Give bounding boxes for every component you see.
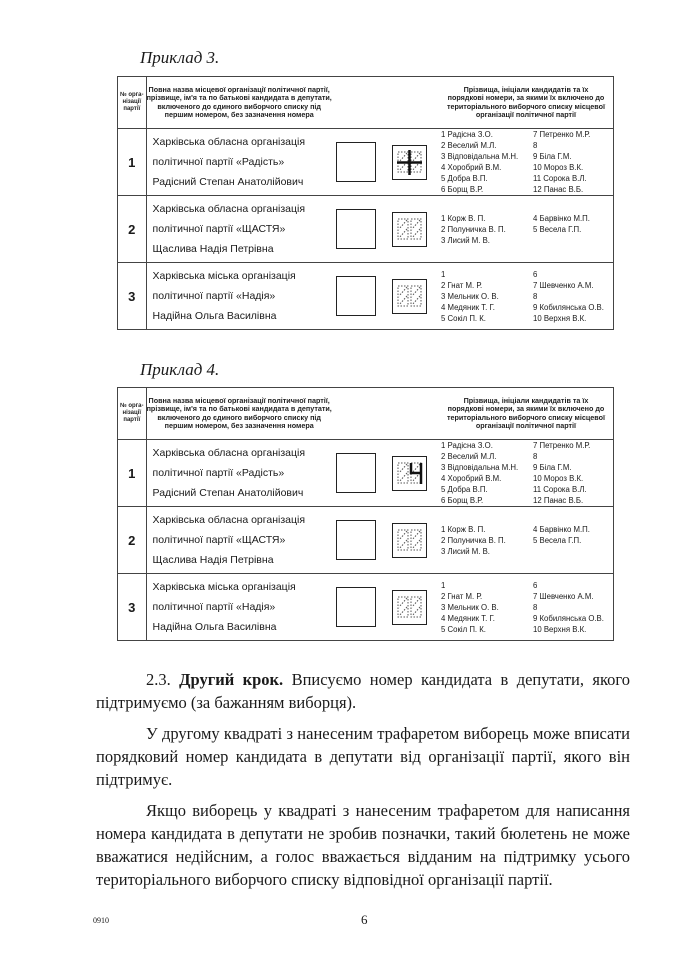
org-name: Харківська обласна організація bbox=[152, 203, 306, 215]
document-code: 0910 bbox=[93, 916, 109, 925]
candidate-entry: 1 bbox=[441, 580, 446, 590]
party-name: політичної партії «ЩАСТЯ» bbox=[152, 223, 286, 235]
header-party-name: Повна назва місцевої організації політичної партії, прізвище, ім'я та по батькові кандидата в депутати, включеного до єдиного виборчого списку під першим номером, без зазначення номера bbox=[146, 77, 332, 129]
number-stencil-icon bbox=[395, 526, 424, 555]
party-name: політичної партії «Надія» bbox=[152, 601, 276, 613]
party-name: політичної партії «Радість» bbox=[152, 467, 285, 479]
number-stencil-icon bbox=[395, 282, 424, 311]
candidate-list bbox=[439, 574, 614, 641]
candidate-entry: 3 Лисий М. В. bbox=[441, 546, 490, 556]
candidate-entry: 6 Борщ В.Р. bbox=[441, 185, 484, 194]
candidate-entry: 7 Шевченко А.М. bbox=[533, 591, 594, 601]
instructions-text bbox=[96, 668, 630, 899]
candidate-entry: 2 Полуничка В. П. bbox=[441, 224, 506, 234]
header-candidates: Прізвища, ініціали кандидатів та їх порядкові номери, за якими їх включено до територіального виборчого списку місцевої організації політичної партії bbox=[439, 77, 614, 129]
party-vote-box[interactable] bbox=[336, 209, 376, 249]
party-vote-box[interactable] bbox=[336, 276, 376, 316]
party-info bbox=[146, 129, 332, 196]
ballot-table-example-4 bbox=[117, 387, 614, 641]
paragraph-stencil: У другому квадраті з нанесеним трафаретом виборець може вписати порядковий номер кандидата в депутати від організації партії, якого він підтримує. bbox=[96, 724, 630, 789]
candidate-entry: 9 Кобилянська О.В. bbox=[533, 613, 604, 623]
table-header-row bbox=[118, 388, 614, 440]
leader-name: Щаслива Надія Петрівна bbox=[152, 554, 274, 566]
number-stencil-icon bbox=[395, 459, 424, 488]
candidate-list bbox=[439, 263, 614, 330]
party-row bbox=[118, 129, 614, 196]
vote-boxes bbox=[332, 507, 439, 574]
leader-name: Надійна Ольга Василівна bbox=[152, 621, 277, 633]
table-header-row bbox=[118, 77, 614, 129]
number-stencil-icon bbox=[395, 148, 424, 177]
candidate-entry: 10 Верхня В.К. bbox=[533, 624, 587, 634]
candidate-entry: 4 Барвінко М.П. bbox=[533, 524, 590, 534]
header-party-name: Повна назва місцевої організації політичної партії, прізвище, ім'я та по батькові кандидата в депутати, включеного до єдиного виборчого списку під першим номером, без зазначення номера bbox=[146, 388, 332, 440]
candidate-entry: 9 Біла Г.М. bbox=[533, 152, 572, 161]
org-name: Харківська міська організація bbox=[152, 270, 296, 282]
header-spacer bbox=[332, 388, 439, 440]
leader-name: Радісний Степан Анатолійович bbox=[152, 176, 304, 188]
party-vote-box[interactable] bbox=[336, 142, 376, 182]
candidate-number-box[interactable] bbox=[392, 456, 427, 491]
candidate-number-box[interactable] bbox=[392, 279, 427, 314]
party-number: 2 bbox=[118, 507, 147, 574]
candidate-entry: 1 Корж В. П. bbox=[441, 213, 486, 223]
leader-name: Щаслива Надія Петрівна bbox=[152, 243, 274, 255]
candidate-entry: 7 Шевченко А.М. bbox=[533, 280, 594, 290]
candidate-entry: 5 Сокіл П. К. bbox=[441, 624, 486, 634]
candidate-entry: 11 Сорока В.Л. bbox=[533, 485, 587, 494]
candidate-entry: 4 Барвінко М.П. bbox=[533, 213, 590, 223]
candidate-entry: 3 Мельник О. В. bbox=[441, 602, 499, 612]
party-info bbox=[146, 263, 332, 330]
party-name: політичної партії «Надія» bbox=[152, 290, 276, 302]
candidate-number-box[interactable] bbox=[392, 212, 427, 247]
org-name: Харківська обласна організація bbox=[152, 514, 306, 526]
candidate-entry: 2 Полуничка В. П. bbox=[441, 535, 506, 545]
party-number: 3 bbox=[118, 263, 147, 330]
candidate-entry: 10 Мороз В.К. bbox=[533, 163, 584, 172]
candidate-entry: 7 Петренко М.Р. bbox=[533, 130, 591, 139]
candidate-entry: 2 Веселий М.Л. bbox=[441, 141, 497, 150]
candidate-entry: 4 Медяник Т. Г. bbox=[441, 302, 495, 312]
header-candidates: Прізвища, ініціали кандидатів та їх порядкові номери, за якими їх включено до територіального виборчого списку місцевої організації політичної партії bbox=[439, 388, 614, 440]
party-row bbox=[118, 263, 614, 330]
candidate-entry: 12 Панас В.Б. bbox=[533, 496, 584, 505]
example-3-title: Приклад 3. bbox=[140, 48, 220, 67]
candidate-entry: 4 Хоробрий В.М. bbox=[441, 163, 502, 172]
party-vote-box[interactable] bbox=[336, 520, 376, 560]
party-vote-box[interactable] bbox=[336, 453, 376, 493]
candidate-entry: 8 bbox=[533, 452, 538, 461]
candidate-number-box[interactable] bbox=[392, 523, 427, 558]
party-number: 1 bbox=[118, 129, 147, 196]
candidate-entry: 1 Радісна З.О. bbox=[441, 130, 493, 139]
header-spacer bbox=[332, 77, 439, 129]
candidate-list bbox=[439, 507, 614, 574]
candidate-entry: 7 Петренко М.Р. bbox=[533, 441, 591, 450]
candidate-entry: 2 Гнат М. Р. bbox=[441, 280, 483, 290]
candidate-list bbox=[439, 440, 614, 507]
candidate-entry: 2 Гнат М. Р. bbox=[441, 591, 483, 601]
paragraph-invalid: Якщо виборець у квадраті з нанесеним трафаретом для написання номера кандидата в депутати не зробив позначки, такий бюлетень не може вважатися недійсним, а голос вважається відданим на підтримку усього територіального виборчого списку відповідної організації партії. bbox=[96, 801, 630, 889]
candidate-entry: 5 Весела Г.П. bbox=[533, 535, 582, 545]
candidate-entry: 2 Веселий М.Л. bbox=[441, 452, 497, 461]
candidate-entry: 9 Біла Г.М. bbox=[533, 463, 572, 472]
candidate-entry: 6 Борщ В.Р. bbox=[441, 496, 484, 505]
example-4-title: Приклад 4. bbox=[140, 360, 220, 379]
party-info bbox=[146, 507, 332, 574]
vote-boxes bbox=[332, 196, 439, 263]
candidate-entry: 1 Радісна З.О. bbox=[441, 441, 493, 450]
candidate-entry: 10 Мороз В.К. bbox=[533, 474, 584, 483]
candidate-entry: 5 Добра В.П. bbox=[441, 485, 488, 494]
party-info bbox=[146, 574, 332, 641]
party-vote-box[interactable] bbox=[336, 587, 376, 627]
header-org-number: № орга-нізації партії bbox=[118, 388, 147, 440]
party-info bbox=[146, 440, 332, 507]
candidate-entry: 4 Медяник Т. Г. bbox=[441, 613, 495, 623]
org-name: Харківська обласна організація bbox=[152, 136, 306, 148]
candidate-entry: 8 bbox=[533, 291, 538, 301]
step-text: Вписуємо номер кандидата в депутати, якого підтримуємо (за бажанням виборця). bbox=[96, 670, 631, 712]
candidate-entry: 1 Корж В. П. bbox=[441, 524, 486, 534]
page-number: 6 bbox=[361, 912, 368, 927]
vote-boxes bbox=[332, 129, 439, 196]
party-row bbox=[118, 507, 614, 574]
candidate-entry: 8 bbox=[533, 602, 538, 612]
org-name: Харківська обласна організація bbox=[152, 447, 306, 459]
candidate-entry: 3 Мельник О. В. bbox=[441, 291, 499, 301]
section-number: 2.3. bbox=[146, 670, 171, 689]
party-number: 2 bbox=[118, 196, 147, 263]
step-heading: Другий крок. bbox=[179, 670, 284, 689]
candidate-entry: 1 bbox=[441, 269, 446, 279]
party-name: політичної партії «ЩАСТЯ» bbox=[152, 534, 286, 546]
candidate-entry: 8 bbox=[533, 141, 538, 150]
candidate-entry: 4 Хоробрий В.М. bbox=[441, 474, 502, 483]
party-number: 1 bbox=[118, 440, 147, 507]
candidate-entry: 5 Сокіл П. К. bbox=[441, 313, 486, 323]
candidate-entry: 6 bbox=[533, 580, 538, 590]
candidate-entry: 3 Лисий М. В. bbox=[441, 235, 490, 245]
party-info bbox=[146, 196, 332, 263]
candidate-number-box[interactable] bbox=[392, 145, 427, 180]
candidate-entry: 10 Верхня В.К. bbox=[533, 313, 587, 323]
candidate-entry: 11 Сорока В.Л. bbox=[533, 174, 587, 183]
candidate-entry: 6 bbox=[533, 269, 538, 279]
party-row bbox=[118, 440, 614, 507]
paragraph-second-step bbox=[96, 668, 630, 714]
candidate-entry: 5 Весела Г.П. bbox=[533, 224, 582, 234]
candidate-entry: 12 Панас В.Б. bbox=[533, 185, 584, 194]
vote-boxes bbox=[332, 440, 439, 507]
candidate-entry: 9 Кобилянська О.В. bbox=[533, 302, 604, 312]
number-stencil-icon bbox=[395, 593, 424, 622]
leader-name: Радісний Степан Анатолійович bbox=[152, 487, 304, 499]
candidate-entry: 3 Відповідальна М.Н. bbox=[441, 152, 519, 161]
candidate-entry: 5 Добра В.П. bbox=[441, 174, 488, 183]
header-org-number: № орга-нізації партії bbox=[118, 77, 147, 129]
leader-name: Надійна Ольга Василівна bbox=[152, 310, 277, 322]
vote-boxes bbox=[332, 574, 439, 641]
candidate-list bbox=[439, 196, 614, 263]
party-row bbox=[118, 574, 614, 641]
org-name: Харківська міська організація bbox=[152, 581, 296, 593]
party-name: політичної партії «Радість» bbox=[152, 156, 285, 168]
party-number: 3 bbox=[118, 574, 147, 641]
vote-boxes bbox=[332, 263, 439, 330]
candidate-number-box[interactable] bbox=[392, 590, 427, 625]
candidate-list bbox=[439, 129, 614, 196]
party-row bbox=[118, 196, 614, 263]
number-stencil-icon bbox=[395, 215, 424, 244]
ballot-table-example-3 bbox=[117, 76, 614, 330]
candidate-entry: 3 Відповідальна М.Н. bbox=[441, 463, 519, 472]
